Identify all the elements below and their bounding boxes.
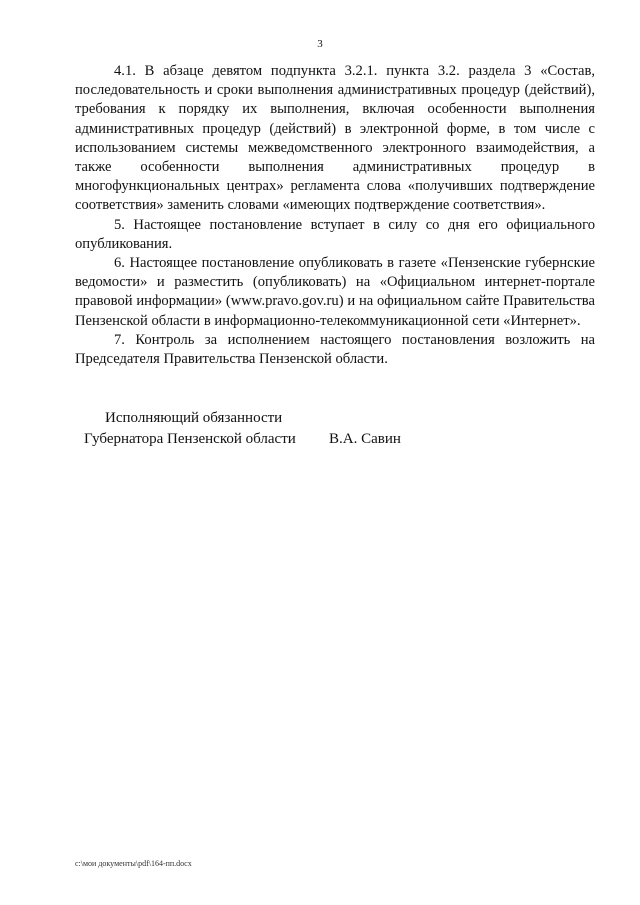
paragraph-5: 5. Настоящее постановление вступает в силу со дня его официального опубликования.: [75, 216, 595, 252]
document-body: [75, 62, 595, 369]
signatory-role-line-1: Исполняющий обязанности: [105, 410, 283, 426]
paragraph-7: 7. Контроль за исполнением настоящего постановления возложить на Председателя Правительства Пензенской области.: [75, 331, 595, 368]
footer-file-path: c:\мои документы\pdf\164-пп.docx: [75, 859, 192, 868]
page-number: 3: [317, 38, 323, 50]
paragraph-6: 6. Настоящее постановление опубликовать в газете «Пензенские губернские ведомости» и разместить (опубликовать) на «Официальном интернет-портале правовой информации» (www.pravo.gov.ru) и на официальном сайте Правительства Пензенской области в информационно-телекоммуникационной сети «Интернет».: [75, 255, 595, 329]
signatory-role-line-2: Губернатора Пензенской области: [84, 431, 296, 447]
signatory-name: В.А. Савин: [329, 431, 401, 447]
paragraph-4-1: 4.1. В абзаце девятом подпункта 3.2.1. пункта 3.2. раздела 3 «Состав, последовательность и сроки выполнения административных процедур (действий), требования к порядку их выполнения, включая особенности выполнения административных процедур (действий) в электронной форме, в том числе с использованием системы межведомственного электронного взаимодействия, а также особенности выполнения административных процедур в многофункциональных центрах» регламента слова «получивших подтверждение соответствия» заменить словами «имеющих подтверждение соответствия».: [75, 63, 595, 214]
